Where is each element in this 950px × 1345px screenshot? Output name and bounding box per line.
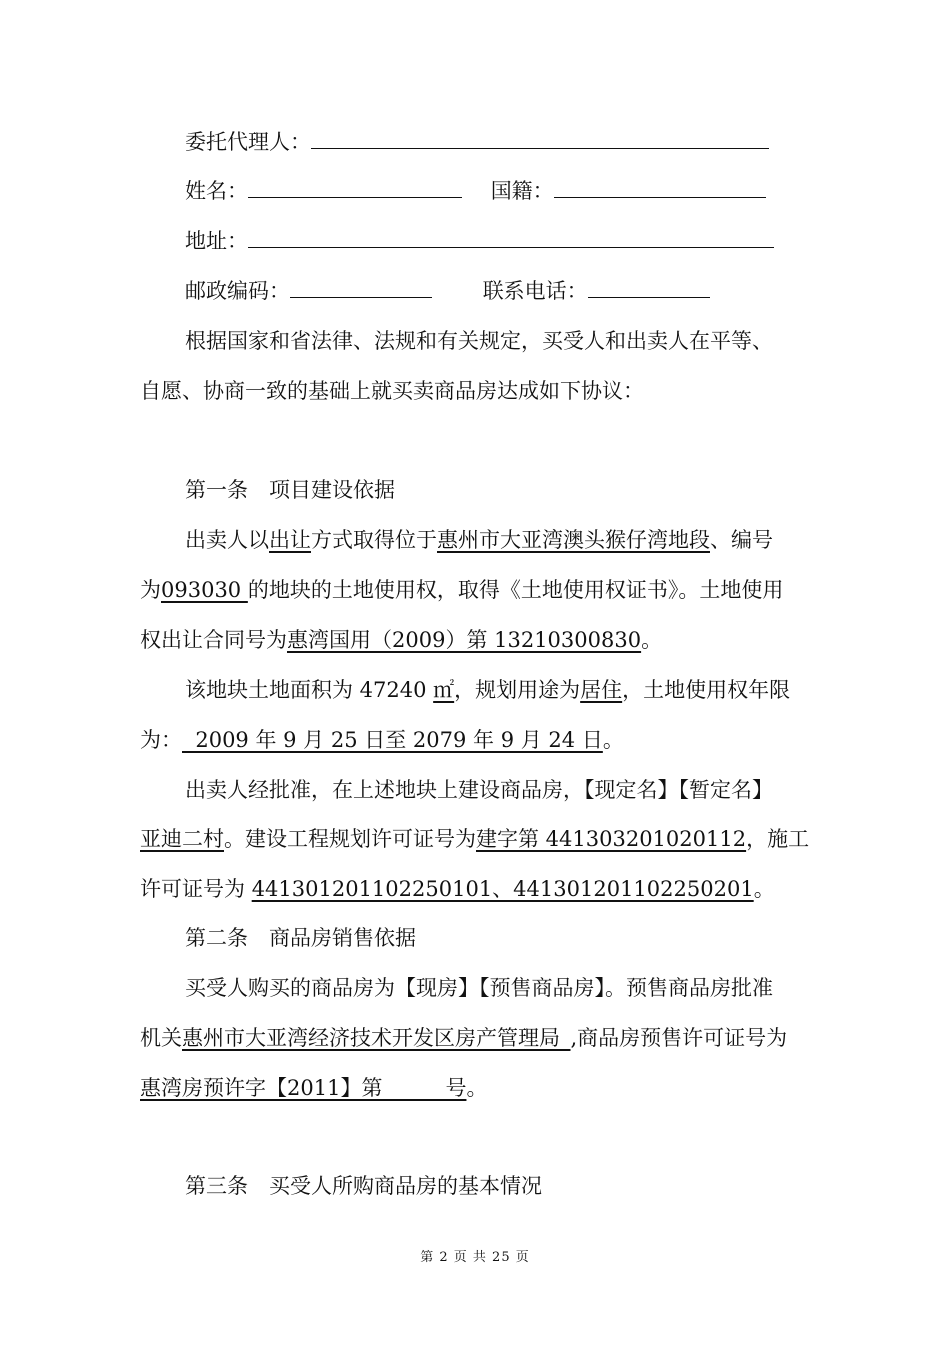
land-location: 惠州市大亚湾澳头猴仔湾地段 bbox=[437, 528, 710, 552]
construction-permit-number: 441301201102250101、441301201102250201 bbox=[251, 877, 754, 901]
contract-number: 惠湾国用（2009）第 13210300830 bbox=[287, 628, 642, 652]
approval-authority: 惠州市大亚湾经济技术开发区房产管理局_ bbox=[182, 1026, 571, 1050]
article-1-para-2 bbox=[140, 576, 783, 604]
text: ,商品房预售许可证号为 bbox=[570, 1026, 788, 1050]
text: 许可证号为 bbox=[140, 877, 252, 901]
text: 该地块土地面积为 47240 bbox=[185, 678, 434, 702]
text: 。 bbox=[641, 628, 663, 652]
agent-blank bbox=[311, 130, 769, 149]
text: 。建设工程规划许可证号为 bbox=[224, 827, 476, 851]
land-use: 居住 bbox=[580, 678, 623, 702]
article-1-para-7 bbox=[140, 825, 809, 853]
article-1-para-4 bbox=[185, 676, 790, 704]
area-unit: ㎡ bbox=[433, 678, 455, 702]
article-1-para-8 bbox=[140, 875, 775, 903]
article-1-para-1 bbox=[185, 526, 773, 554]
article-1-para-5 bbox=[140, 726, 624, 754]
page-number: 第 2 页 共 25 页 bbox=[420, 1250, 530, 1265]
article-3-title: 第三条 买受人所购商品房的基本情况 bbox=[185, 1174, 542, 1198]
name-label: 姓名： bbox=[185, 179, 248, 203]
intro-line-2: 自愿、协商一致的基础上就买卖商品房达成如下协议： bbox=[140, 379, 644, 403]
text: ，施工 bbox=[746, 827, 810, 851]
article-2-para-1: 买受人购买的商品房为【现房】【预售商品房】。预售商品房批准 bbox=[185, 976, 773, 1000]
text: 方式取得位于 bbox=[311, 528, 437, 552]
text: ，规划用途为 bbox=[454, 678, 581, 702]
article-2-para-3 bbox=[140, 1074, 487, 1102]
text: 为 bbox=[140, 578, 161, 602]
name-nationality-line bbox=[185, 177, 766, 205]
address-label: 地址： bbox=[185, 229, 248, 253]
intro-line-1: 根据国家和省法律、法规和有关规定，买受人和出卖人在平等、 bbox=[185, 329, 773, 353]
article-1-para-6: 出卖人经批准，在上述地块上建设商品房，【现定名】【暂定名】 bbox=[185, 778, 773, 802]
text: ，土地使用权年限 bbox=[622, 678, 791, 702]
nationality-label: 国籍： bbox=[490, 179, 554, 203]
address-line bbox=[185, 227, 774, 255]
postcode-phone-line bbox=[185, 277, 710, 305]
postcode-blank bbox=[290, 279, 432, 298]
article-1-para-3 bbox=[140, 626, 662, 654]
article-1-title: 第一条 项目建设依据 bbox=[185, 478, 395, 502]
text: 权出让合同号为 bbox=[140, 628, 287, 652]
postcode-label: 邮政编码： bbox=[185, 279, 290, 303]
text: 机关 bbox=[140, 1026, 182, 1050]
text: 、编号 bbox=[710, 528, 773, 552]
project-name: 亚迪二村 bbox=[140, 827, 224, 851]
phone-label: 联系电话： bbox=[482, 279, 588, 303]
land-term: 2009 年 9 月 25 日至 2079 年 9 月 24 日 bbox=[182, 728, 603, 752]
agent-label: 委托代理人： bbox=[185, 130, 311, 154]
address-blank bbox=[248, 229, 774, 248]
agent-label-line bbox=[185, 128, 769, 156]
article-2-para-2 bbox=[140, 1024, 787, 1052]
nationality-blank bbox=[554, 179, 766, 198]
presale-permit-number: 惠湾房预许字【2011】第 号 bbox=[140, 1076, 467, 1100]
text: 。 bbox=[602, 728, 624, 752]
plot-number: 093030 bbox=[161, 578, 248, 602]
grant-method: 出让 bbox=[269, 528, 311, 552]
article-2-title: 第二条 商品房销售依据 bbox=[185, 926, 416, 950]
name-blank bbox=[248, 179, 462, 198]
text: 出卖人以 bbox=[185, 528, 269, 552]
text: 的地块的土地使用权，取得《土地使用权证书》。土地使用 bbox=[247, 578, 784, 602]
text: 。 bbox=[466, 1076, 488, 1100]
phone-blank bbox=[588, 279, 710, 298]
planning-permit-number: 建字第 441303201020112 bbox=[476, 827, 747, 851]
text: 为： bbox=[140, 728, 182, 752]
text: 。 bbox=[753, 877, 775, 901]
